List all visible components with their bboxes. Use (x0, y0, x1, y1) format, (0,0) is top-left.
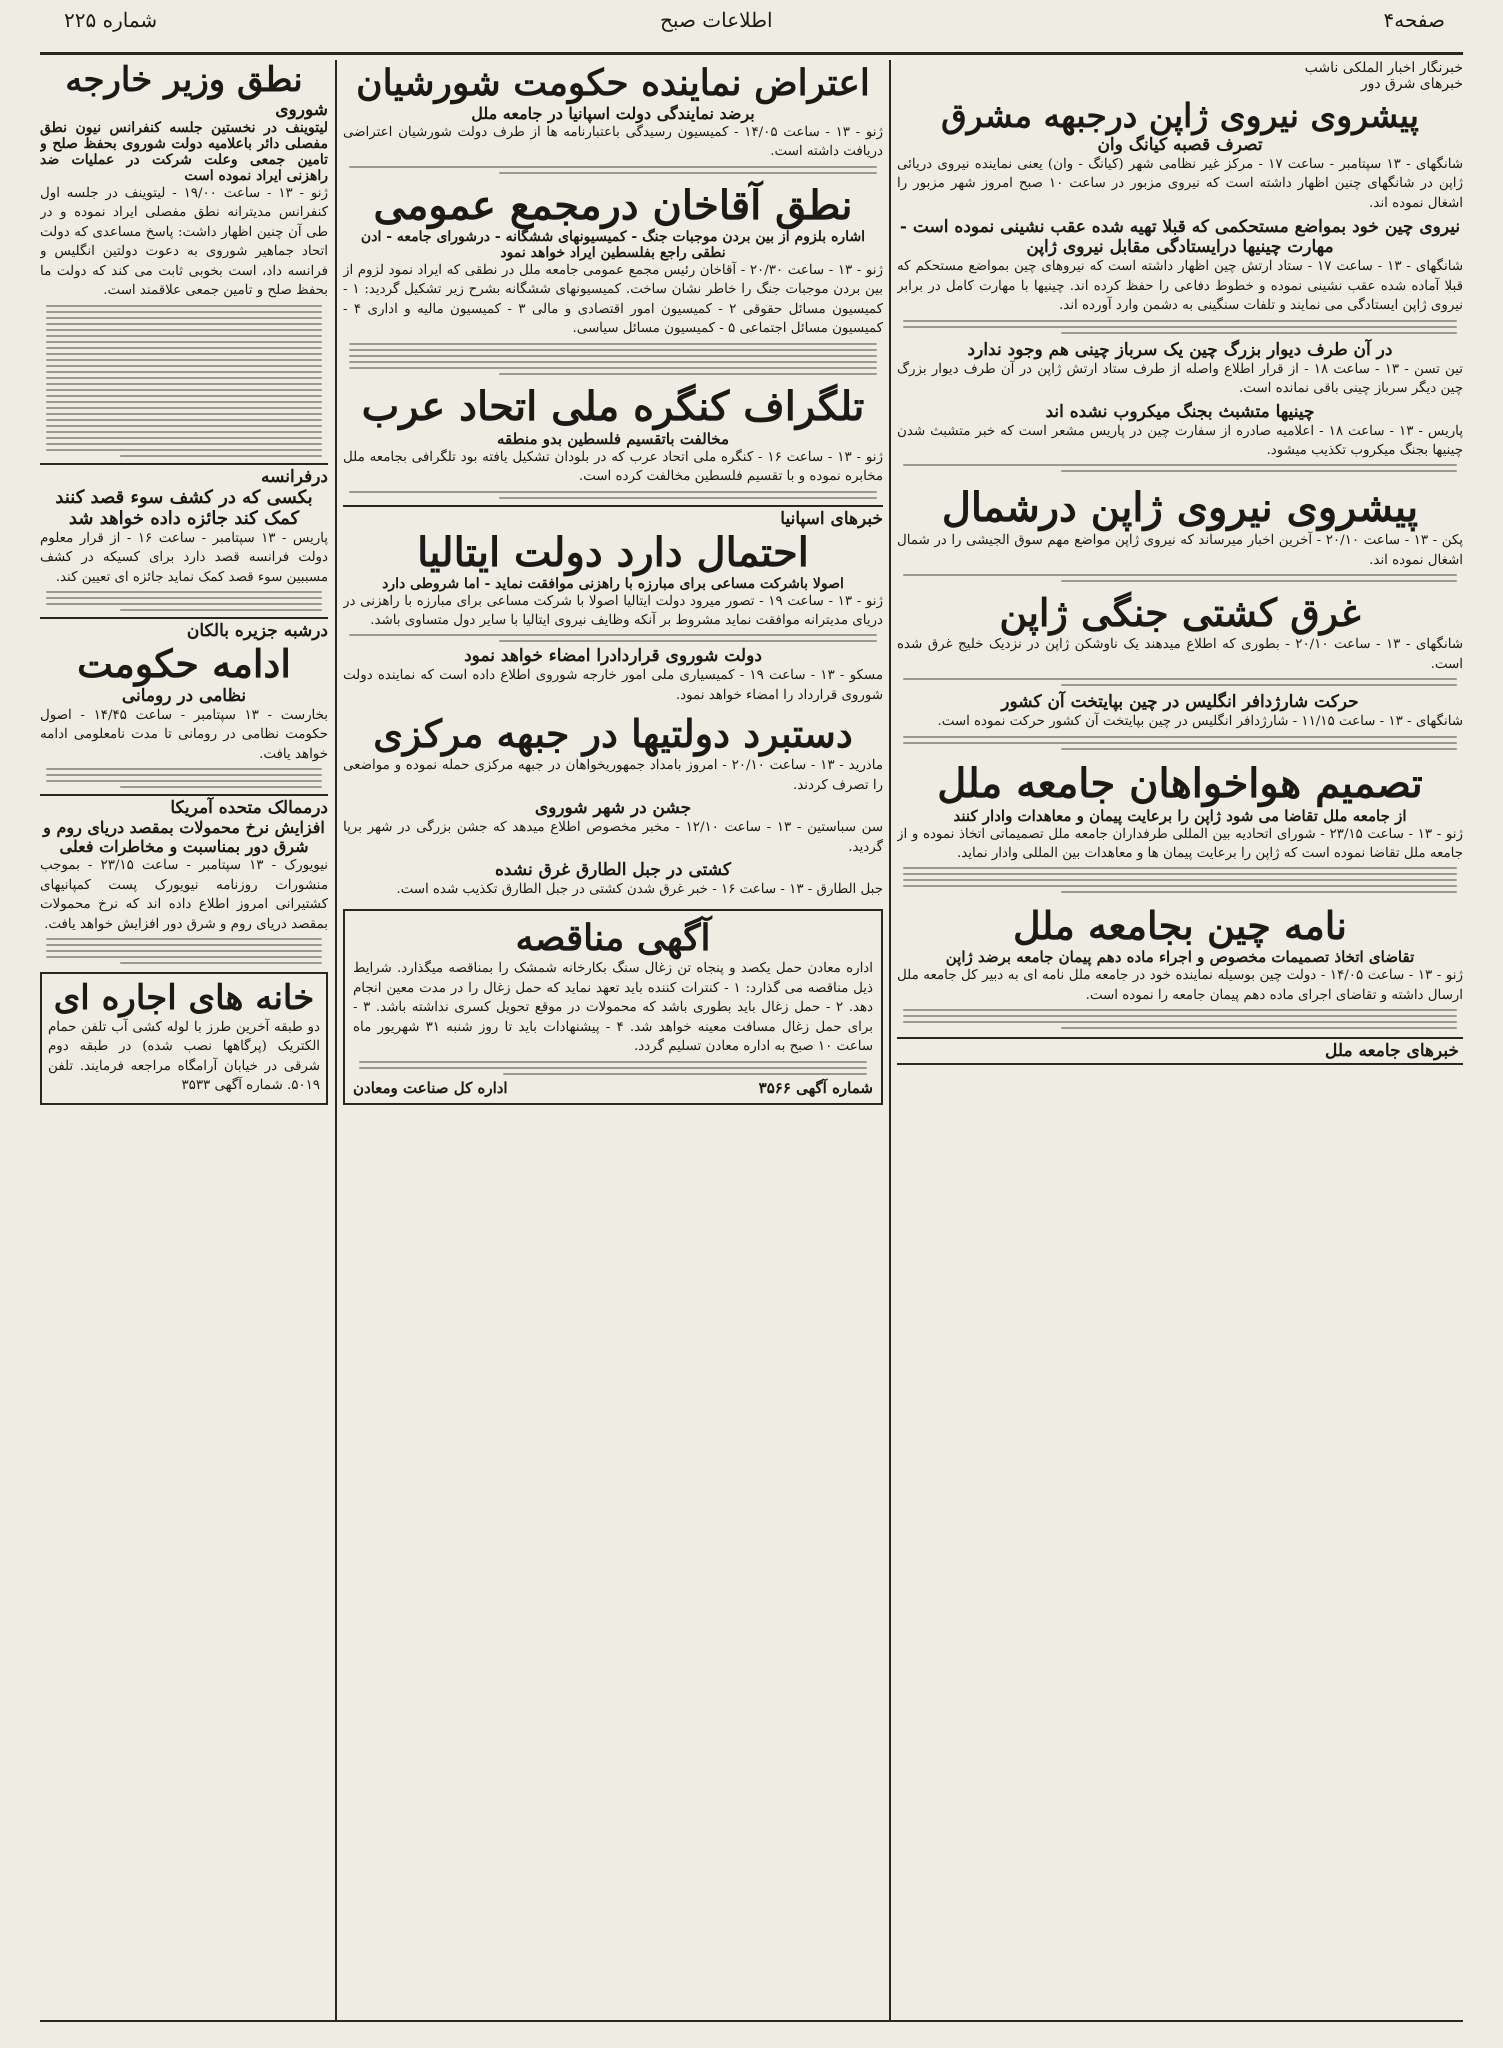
section-kicker: درممالک متحده آمریکا (40, 794, 328, 818)
section-kicker: درفرانسه (40, 463, 328, 487)
issue-number: شماره ۲۲۵ (64, 8, 158, 32)
subheadline: مخالفت باتقسیم فلسطین بدو منطقه (496, 429, 730, 448)
text-lines (897, 678, 1463, 686)
ad-signature: اداره کل صناعت ومعادن (353, 1078, 508, 1097)
headline: پیشروی نیروی ژاپن درجبهه مشرق (941, 96, 1419, 135)
column-right (897, 60, 1463, 2020)
section-kicker: خبرهای اسپانیا (343, 505, 883, 529)
headline: نیروی چین خود بمواضع مستحکمی که قبلا تهیه شده عقب نشینی نموده است - مهارت چینیها درایستادگی مقابل نیروی ژاپن (899, 217, 1461, 258)
advertisement-box (40, 972, 328, 1105)
text-lines (40, 305, 328, 457)
article-body: پاریس - ۱۳ سپتامبر - ساعت ۱۶ - از قرار معلوم دولت فرانسه قصد دارد برای کسیکه در کشف مسببین سوء قصد کمک نماید جائزه ای تعیین کند. (40, 530, 328, 585)
headline: نامه چین بجامعه ملل (1013, 903, 1347, 949)
subheadline: نظامی در رومانی (121, 685, 247, 706)
article-body: تین تسن - ۱۳ - ساعت ۱۸ - از قرار اطلاع واصله از طرف ستاد ارتش ژاپن در آن طرف دیوار بزرگ چین دیگر سرباز چینی باقی نمانده است. (897, 361, 1463, 397)
ad-number: شماره آگهی ۳۵۶۶ (758, 1078, 873, 1097)
headline: غرق کشتی جنگی ژاپن (999, 590, 1361, 636)
footer-rule (40, 2020, 1463, 2022)
text-lines (343, 634, 883, 642)
article-body: شانگهای - ۱۳ - ساعت ۱۱/۱۵ - شارژدافر انگلیس در چین بپایتخت آن کشور حرکت نموده است. (937, 714, 1463, 730)
subheadline: تقاضای اتخاذ تصمیمات مخصوص و اجراء ماده دهم پیمان جامعه برضد ژاپن (945, 948, 1415, 967)
section-kicker: درشبه جزیره بالکان (40, 617, 328, 641)
headline: پیشروی نیروی ژاپن درشمال (941, 484, 1419, 532)
article-body: بخارست - ۱۳ سپتامبر - ساعت ۱۴/۴۵ - اصول حکومت نظامی در رومانی تا مدت نامعلومی ادامه خواهد یافت. (40, 707, 328, 762)
ad-body: اداره معادن حمل یکصد و پنجاه تن زغال سنگ بکارخانه شمشک را بمناقصه میگذارد. شرایط ذیل مناقصه می گذارد: ۱ - کنترات کننده باید تعهد نماید که حمل زغال را در مدت معین انجام دهد. ۲ - حمل زغال باید بطوری باشد که محمولات در موقع تحویل کسری نداشته باشد. ۳ - برای حمل زغال مسافت معینه خواهد شد. ۴ - پیشنهادات باید تا روز شنبه ۳۱ شهریور ماه ساعت ۱۰ صبح به اداره معادن تسلیم گردد. (353, 961, 874, 1055)
subheadline: کمک کند جائزه داده خواهد شد (68, 507, 300, 529)
column-middle (343, 60, 883, 2020)
article-body: پکن - ۱۳ - ساعت ۲۰/۱۰ - آخرین اخبار میرساند که نیروی ژاپن مواضع مهم سوق الجیشی را در شمال اشغال نموده اند. (897, 533, 1463, 568)
article-body: شانگهای - ۱۳ - ساعت ۲۰/۱۰ - بطوری که اطلاع میدهند یک ناوشکن ژاپن در نزدیک خلیج غرق شده است. (897, 637, 1463, 672)
subheadline: از جامعه ملل تقاضا می شود ژاپن را برعایت پیمان و معاهدات وادار کنند (953, 806, 1407, 825)
headline: در آن طرف دیوار بزرگ چین یک سرباز چینی هم وجود ندارد (967, 339, 1393, 360)
subheadline: تصرف قصبه کیانگ وان (1097, 135, 1263, 155)
ad-title: خانه های اجاره ای (53, 978, 315, 1018)
headline: کشتی در جبل الطارق غرق نشده (494, 860, 732, 880)
ad-body: دو طبقه آخرین طرز با لوله کشی آب تلفن حمام الکتریک (پرگاهها نصب شده) در طبقه دوم شرقی در خیابان آرامگاه مراجعه فرمایند. تلفن ۵۰۱۹. شماره آگهی ۳۵۳۳ (48, 1020, 320, 1094)
subheadline: شوروی (275, 100, 328, 120)
headline: حرکت شارژدافر انگلیس در چین بپایتخت آن کشور (1001, 692, 1359, 713)
subheadline: لیتوینف در نخستین جلسه کنفرانس نیون نطق مفصلی دائر باعلامیه دولت شوروی بحفظ صلح و تامین جمعی وعلت شرکت در عملیات ضد راهزنی ایراد نموده است (40, 120, 328, 184)
page-header (0, 0, 1503, 52)
headline: نطق آقاخان درمجمع عمومی (373, 181, 853, 229)
column-divider (335, 60, 337, 2020)
text-lines (343, 343, 883, 375)
advertisement-box (343, 909, 883, 1104)
newspaper-name: اطلاعات صبح (660, 8, 773, 32)
text-lines (897, 736, 1463, 750)
article-body: پاریس - ۱۳ - ساعت ۱۸ - اعلامیه صادره از سفارت چین در پاریس مشعر است که خبر متشبث شدن چینیها بجنگ میکروب تکذیب میشود. (897, 423, 1463, 458)
article-body: ژنو - ۱۳ - ساعت ۱۶ - کنگره ملی اتحاد عرب که در بلودان تشکیل یافته بود تلگرافی بجامعه ملل مخابره نموده و با تقسیم فلسطین مخالفت کرده است. (343, 449, 883, 485)
article-body: مادرید - ۱۳ - ساعت ۲۰/۱۰ - امروز بامداد جمهوریخواهان در جبهه مرکزی حمله نموده و مواضعی را تصرف کردند. (343, 758, 883, 793)
article-body: ژنو - ۱۳ - ساعت ۲۳/۱۵ - شورای اتحادیه بین المللی طرفداران جامعه ملل تصمیماتی اتخاذ نموده و از جامعه ملل تقاضا نموده است که ژاپن را برعایت پیمان ها و معاهدات بین المللی وادار نماید. (897, 826, 1463, 861)
header-rule (40, 52, 1463, 55)
headline: چینیها متشبث بجنگ میکروب نشده اند (1045, 401, 1315, 422)
headline: جشن در شهر شوروی (534, 798, 692, 819)
text-lines (343, 166, 883, 174)
text-lines (897, 574, 1463, 582)
article-body: شانگهای - ۱۳ - ساعت ۱۷ - ستاد ارتش چین اظهار داشته است که نیروهای چین بمواضع مستحکم که قبلا آماده شده عقب نشینی نموده و خطوط دفاعی را حفظ کرده اند. چینیها با مهارت کامل در برابر نیروی ژاپن ایستادگی می نمایند و تلفات سنگینی به دشمن وارد آورده اند. (897, 259, 1463, 314)
section-kicker: خبرنگار اخبار الملکی ناشب (1304, 60, 1463, 76)
article-body: شانگهای - ۱۳ سپتامبر - ساعت ۱۷ - مرکز غیر نظامی شهر (کیانگ - وان) یعنی نماینده نیروی دریائی ژاپن در شانگهای چنین اظهار داشته است که نیروی مزبور در ساعت ۱۰ صبح امروز شهر مزبور را اشغال نموده اند. (897, 157, 1463, 211)
text-lines (343, 491, 883, 499)
ad-title: آگهی مناقصه (515, 917, 711, 960)
section-kicker: خبرهای جامعه ملل (897, 1037, 1463, 1065)
subheadline: برضد نمایندگی دولت اسپانیا در جامعه ملل (471, 104, 755, 123)
section-kicker: خبرهای شرق دور (1360, 76, 1463, 92)
headline: تلگراف کنگره ملی اتحاد عرب (361, 382, 865, 430)
headline: احتمال دارد دولت ایتالیا (417, 528, 809, 576)
subheadline: اشاره بلزوم از بین بردن موجبات جنگ - کمیسیونهای ششگانه - درشورای جامعه - ادن نطقی راجع بفلسطین ایراد خواهد نمود (360, 228, 866, 261)
article-body: ژنو - ۱۳ - ساعت ۱۴/۰۵ - دولت چین بوسیله نماینده خود در جامعه ملل نامه ای به دبیر کل جامعه ملل ارسال داشته و تقاضای اجرای ماده دهم پیمان جامعه را نموده است. (897, 968, 1463, 1003)
article-body: ژنو - ۱۳ - ساعت ۱۹ - تصور میرود دولت ایتالیا اصولا با شرکت مساعی برای مبارزه با راهزنی در دریای مدیترانه موافقت نماید مشروط بر آنکه وظایف نیروی ایتالیا با سایر دول متساوی باشد. (343, 593, 883, 628)
text-lines (353, 1061, 873, 1075)
article-body: جبل الطارق - ۱۳ - ساعت ۱۶ - خبر غرق شدن کشتی در جبل الطارق تکذیب شده است. (396, 882, 883, 897)
headline: اعتراض نماینده حکومت شورشیان (356, 62, 870, 104)
article-body: سن سباستین - ۱۳ - ساعت ۱۲/۱۰ - مخبر مخصوص اطلاع میدهد که جشن بزرگی در شهر برپا گردید. (343, 820, 883, 855)
article-body: ژنو - ۱۳ - ساعت ۱۹/۰۰ - لیتوینف در جلسه اول کنفرانس مدیترانه نطق مفصلی ایراد نموده و در طی آن چنین اظهار داشت: پاسخ مساعدی که دولت اتحاد جماهیر شوروی به دعوت دولتین انگلیس و فرانسه داد، است بخوبی ثابت می کند که دولت ما بحفظ صلح و تامین جمعی علاقمند است. (40, 186, 328, 299)
column-divider (889, 60, 891, 2020)
headline: نطق وزیر خارجه (65, 60, 303, 100)
headline: بکسی که در کشف سوء قصد کنند (55, 486, 313, 508)
headline: تصمیم هواخواهان جامعه ملل (937, 759, 1423, 807)
text-lines (897, 464, 1463, 472)
article-body: نیویورک - ۱۳ سپتامبر - ساعت ۲۳/۱۵ - بموجب منشورات روزنامه نیویورک پست کمپانیهای کشتیرانی امروز اطلاع داده اند که نرخ محمولات بمقصد دریای روم و شرق دور افزایش خواهد یافت. (40, 858, 328, 932)
column-left (40, 60, 328, 2020)
text-lines (897, 867, 1463, 893)
page-number: صفحه۴ (1383, 8, 1445, 32)
article-body: ژنو - ۱۳ - ساعت ۱۴/۰۵ - کمیسیون رسیدگی باعتبارنامه ها از طرف دولت شورشیان اعتراضی دریافت داشته است. (343, 125, 883, 160)
headline: افزایش نرخ محمولات بمقصد دریای روم و شرق دور بمناسبت و مخاطرات فعلی (43, 818, 325, 857)
text-lines (40, 591, 328, 611)
article-body: ژنو - ۱۳ - ساعت ۲۰/۳۰ - آقاخان رئیس مجمع عمومی جامعه ملل در نطقی که ایراد نمود لزوم از بین بردن موجبات جنگ را خاطر نشان ساخت. کمیسیونهای ششگانه بشرح زیر تشکیل گردید: ۱ - کمیسیون مسائل حقوقی ۲ - کمیسیون امور اقتصادی و مالی ۳ - کمیسیون مالیه و اداری ۴ - کمیسیون مسائل اجتماعی ۵ - کمیسیون مسائل سیاسی. (343, 262, 883, 337)
article-body: مسکو - ۱۳ - ساعت ۱۹ - کمیسیاری ملی امور خارجه شوروی اطلاع داده است که نماینده دولت شوروی قرارداد را امضاء خواهد نمود. (343, 668, 883, 703)
text-lines (897, 1009, 1463, 1029)
text-lines (897, 320, 1463, 334)
headline: دستبرد دولتیها در جبهه مرکزی (373, 711, 853, 757)
subheadline: اصولا باشرکت مساعی برای مبارزه با راهزنی موافقت نماید - اما شروطی دارد (382, 575, 844, 592)
headline: ادامه حکومت (77, 640, 291, 686)
text-lines (40, 938, 328, 964)
text-lines (40, 768, 328, 788)
headline: دولت شوروی قراردادرا امضاء خواهد نمود (464, 646, 762, 667)
